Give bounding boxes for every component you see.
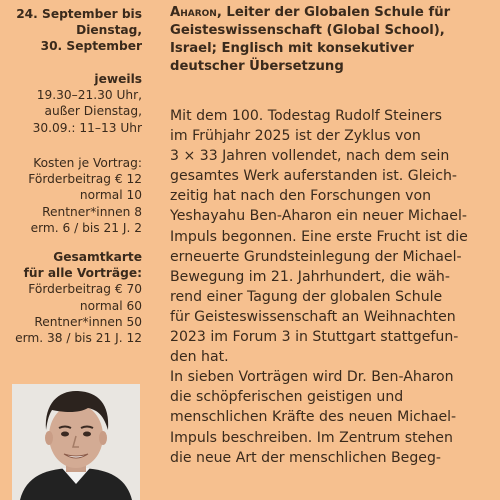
- time-line: 30.09.: 11–13 Uhr: [32, 120, 142, 135]
- speaker-name: Aharon: [170, 5, 217, 20]
- total-line: erm. 38 / bis 21 J. 12: [15, 331, 142, 346]
- body-line: die neue Art der menschlichen Begeg-: [170, 449, 441, 466]
- description-text: [170, 106, 468, 468]
- total-line: Förderbeitrag € 70: [28, 282, 142, 297]
- body-line: rend einer Tagung der globalen Schule: [170, 288, 443, 305]
- body-line: 3 × 33 Jahren vollendet, nach dem sein: [170, 148, 450, 165]
- total-title-line: für alle Vorträge:: [23, 266, 142, 281]
- body-line: Bewegung im 21. Jahrhundert, die wäh-: [170, 268, 450, 285]
- speaker-line: deutscher Übersetzung: [170, 59, 344, 74]
- body-line: menschlichen Kräfte des neuen Michael-: [170, 409, 457, 426]
- speaker-line: Israel; Englisch mit konsekutiver: [170, 41, 414, 56]
- body-line: den hat.: [170, 349, 229, 366]
- body-line: In sieben Vorträgen wird Dr. Ben-Aharon: [170, 369, 454, 386]
- speaker-info: [170, 4, 450, 76]
- event-sidebar: [0, 0, 150, 500]
- body-line: Yeshayahu Ben-Aharon ein neuer Michael-: [170, 208, 467, 225]
- cost-line: Rentner*innen 8: [42, 204, 142, 219]
- body-line: erneuerte Grundsteinlegung der Michael-: [170, 248, 462, 265]
- cost-line: Förderbeitrag € 12: [28, 172, 142, 187]
- body-line: Impuls beschreiben. Im Zentrum stehen: [170, 429, 453, 446]
- speaker-line: [170, 4, 450, 22]
- speaker-role: , Leiter der Globalen Schule für: [216, 5, 451, 20]
- cost-line: normal 10: [79, 188, 142, 203]
- event-times: [33, 71, 142, 136]
- cost-per-lecture: [28, 155, 142, 236]
- date-line: Dienstag,: [76, 23, 142, 38]
- body-line: Mit dem 100. Todestag Rudolf Steiners: [170, 108, 442, 124]
- body-line: Impuls begonnen. Eine erste Frucht ist die: [170, 228, 468, 245]
- body-line: im Frühjahr 2025 ist der Zyklus von: [170, 128, 421, 145]
- total-line: normal 60: [79, 298, 142, 313]
- body-line: für Geisteswissenschaft an Weihnachten: [170, 308, 456, 325]
- speaker-portrait: [12, 384, 140, 500]
- body-line: gesamtes Werk auferstanden ist. Gleich-: [170, 168, 457, 185]
- body-line: die schöpferischen geistigen und: [170, 389, 404, 406]
- time-line: außer Dienstag,: [44, 104, 142, 119]
- main-content: [170, 0, 500, 500]
- portrait-photo-icon: [12, 384, 140, 500]
- total-title-line: Gesamtkarte: [53, 250, 142, 264]
- body-line: zeitig hat nach den Forschungen von: [170, 188, 432, 205]
- time-line: 19.30–21.30 Uhr,: [36, 88, 142, 103]
- date-line: 30. September: [40, 39, 142, 54]
- speaker-line: Geisteswissenschaft (Global School),: [170, 23, 445, 38]
- total-ticket: [15, 249, 142, 346]
- event-dates: [16, 6, 142, 55]
- time-line: jeweils: [94, 72, 142, 86]
- date-line: 24. September bis: [16, 7, 142, 21]
- total-line: Rentner*innen 50: [34, 314, 142, 329]
- cost-line: erm. 6 / bis 21 J. 2: [30, 220, 142, 235]
- body-line: 2023 im Forum 3 in Stuttgart stattgefun-: [170, 329, 459, 346]
- cost-line: Kosten je Vortrag:: [33, 156, 142, 170]
